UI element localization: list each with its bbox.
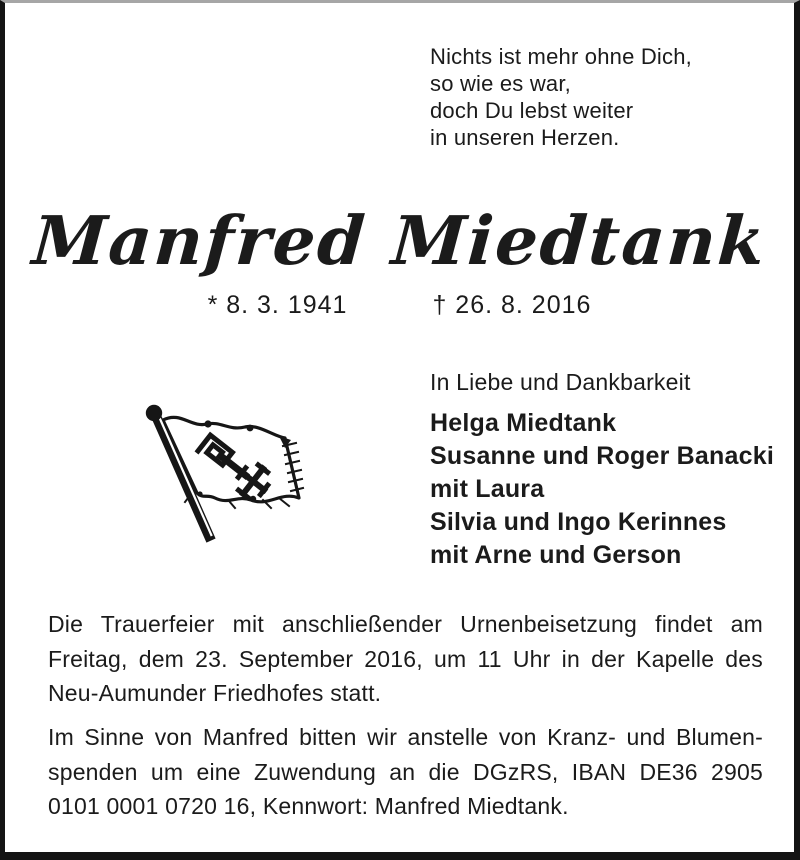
text-line: Susanne und Roger Banacki [430, 442, 774, 470]
text-line: Nichts ist mehr ohne Dich, [430, 44, 692, 69]
text-line: in unseren Herzen. [430, 125, 620, 150]
text-line: spenden um eine Zuwendung an die DGzRS, IBAN DE36 2905 [48, 758, 763, 785]
birth-date: * 8. 3. 1941 [207, 291, 348, 319]
text-line: Silvia und Ingo Kerinnes [430, 508, 727, 536]
text-line: Neu-Aumunder Friedhofes statt. [48, 680, 382, 706]
life-dates [5, 291, 794, 320]
death-date: † 26. 8. 2016 [432, 291, 592, 319]
text-line: Helga Miedtank [430, 409, 617, 437]
dgzrs-flag-bremen-key-icon [133, 394, 323, 564]
text-line: Freitag, dem 23. September 2016, um 11 Uhr in der Kapelle des [48, 645, 763, 672]
text-line: doch Du lebst weiter [430, 98, 634, 123]
text-line: mit Arne und Gerson [430, 541, 682, 569]
text-line: 0101 0001 0720 16, Kennwort: Manfred Miedtank. [48, 793, 569, 819]
mourners-list [430, 407, 775, 572]
text-line: mit Laura [430, 475, 545, 503]
donation-request-paragraph [48, 720, 763, 824]
flag-pole-finial [146, 405, 162, 421]
text-line: so wie es war, [430, 71, 571, 96]
memorial-poem [430, 43, 760, 151]
deceased-name: Manfred Miedtank [29, 201, 770, 280]
text-line: Die Trauerfeier mit anschließender Urnenbeisetzung findet am [48, 611, 763, 637]
tribute-intro: In Liebe und Dankbarkeit [430, 369, 691, 395]
funeral-announcement-paragraph [48, 607, 763, 711]
text-line: Im Sinne von Manfred bitten wir anstelle von Kranz- und Blumen- [48, 724, 763, 750]
